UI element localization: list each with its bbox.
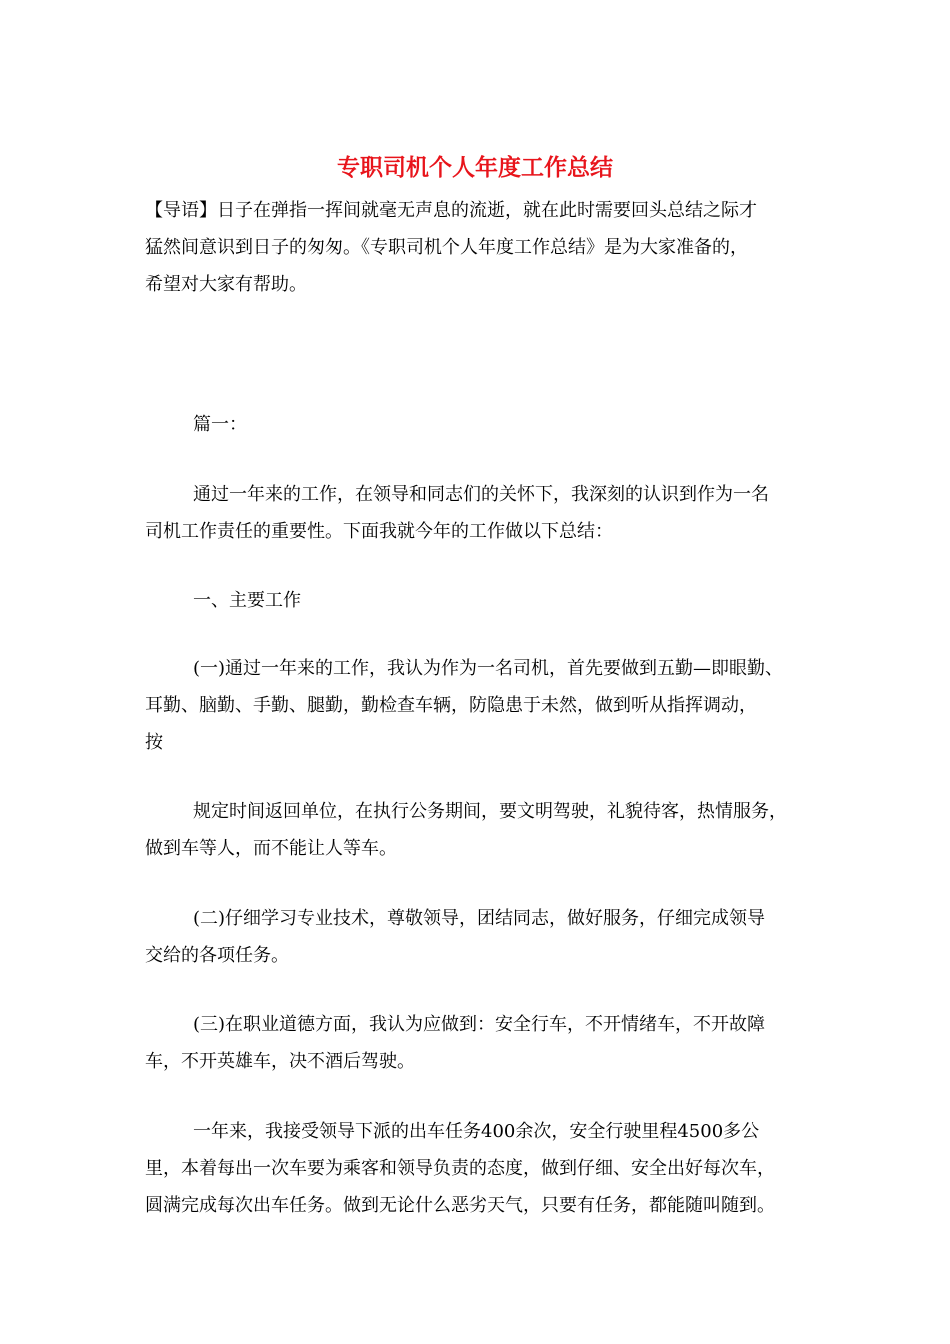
- paragraph-line: (三)在职业道德方面，我认为应做到：安全行车，不开情绪车，不开故障: [193, 1014, 766, 1035]
- paragraph-line: (一)通过一年来的工作，我认为作为一名司机，首先要做到五勤—即眼勤、: [193, 658, 784, 679]
- document-title: 专职司机个人年度工作总结: [337, 154, 613, 181]
- intro-line: 希望对大家有帮助。: [145, 274, 307, 295]
- paragraph-line: 耳勤、脑勤、手勤、腿勤，勤检查车辆，防隐患于未然，做到听从指挥调动，: [145, 695, 757, 716]
- paragraph-line: (二)仔细学习专业技术，尊敬领导，团结同志，做好服务，仔细完成领导: [193, 908, 766, 929]
- paragraph-line: 司机工作责任的重要性。下面我就今年的工作做以下总结：: [145, 521, 613, 542]
- paragraph-line: 一、主要工作: [193, 590, 301, 611]
- intro-line: 猛然间意识到日子的匆匆。《专职司机个人年度工作总结》是为大家准备的，: [145, 237, 748, 258]
- section-heading: 篇一：: [193, 414, 247, 435]
- paragraph-line: 圆满完成每次出车任务。做到无论什么恶劣天气，只要有任务，都能随叫随到。: [145, 1195, 775, 1216]
- paragraph-line: 交给的各项任务。: [145, 945, 289, 966]
- paragraph-line: 一年来，我接受领导下派的出车任务400余次，安全行驶里程4500多公: [193, 1121, 760, 1142]
- paragraph-line: 通过一年来的工作，在领导和同志们的关怀下，我深刻的认识到作为一名: [193, 484, 769, 505]
- paragraph-line: 里，本着每出一次车要为乘客和领导负责的态度，做到仔细、安全出好每次车，: [145, 1158, 775, 1179]
- paragraph-line: 按: [145, 732, 163, 753]
- paragraph-line: 规定时间返回单位，在执行公务期间，要文明驾驶，礼貌待客，热情服务，: [193, 801, 787, 822]
- paragraph-line: 做到车等人，而不能让人等车。: [145, 838, 397, 859]
- intro-line: 【导语】日子在弹指一挥间就毫无声息的流逝，就在此时需要回头总结之际才: [145, 200, 757, 221]
- paragraph-line: 车，不开英雄车，决不酒后驾驶。: [145, 1051, 415, 1072]
